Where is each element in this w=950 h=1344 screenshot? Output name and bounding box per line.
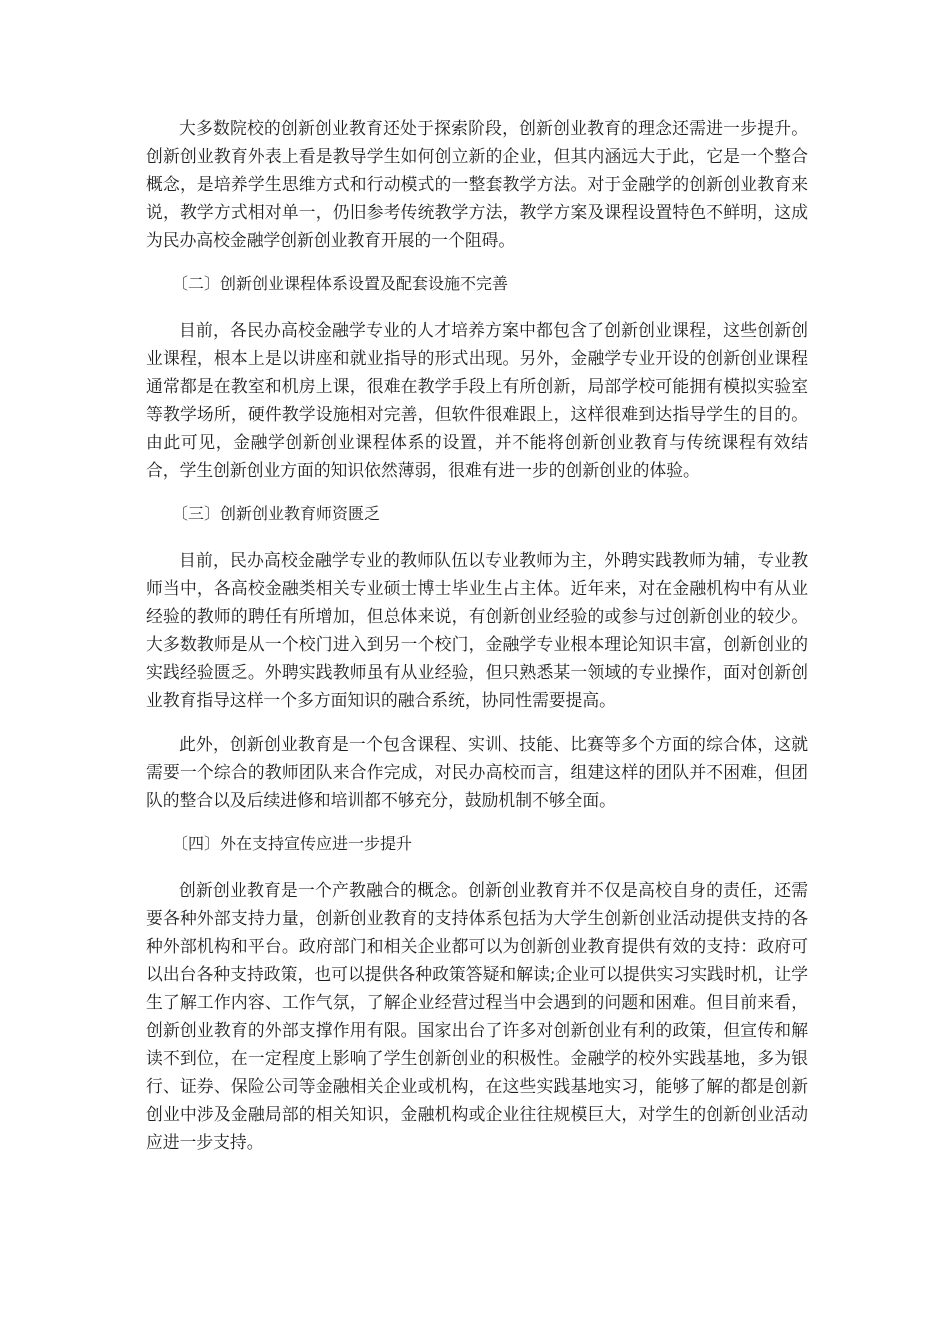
paragraph-faculty: 目前，民办高校金融学专业的教师队伍以专业教师为主，外聘实践教师为辅，专业教师当中，各高校金融类相关专业硕士博士毕业生占主体。近年来，对在金融机构中有从业经验的教师的聘任有所增加，但总体来说，有创新创业经验的或参与过创新创业的较少。大多数教师是从一个校门进入到另一个校门，金融学专业根本理论知识丰富，创新创业的实践经验匮乏。外聘实践教师虽有从业经验，但只熟悉某一领域的专业操作，面对创新创业教育指导这样一个多方面知识的融合系统，协同性需要提高。 bbox=[146, 550, 808, 710]
section-heading-curriculum: 〔二〕创新创业课程体系设置及配套设施不完善 bbox=[172, 274, 509, 293]
section-heading-external-support: 〔四〕外在支持宣传应进一步提升 bbox=[172, 834, 413, 853]
document-body bbox=[146, 114, 808, 1156]
paragraph-teaching-methods: 大多数院校的创新创业教育还处于探索阶段，创新创业教育的理念还需进一步提升。创新创业教育外表上看是教导学生如何创立新的企业，但其内涵远大于此，它是一个整合概念，是培养学生思维方式和行动模式的一整套教学方法。对于金融学的创新创业教育来说，教学方式相对单一，仍旧参考传统教学方法，教学方案及课程设置特色不鲜明，这成为民办高校金融学创新创业教育开展的一个阻碍。 bbox=[146, 118, 808, 250]
section-heading-faculty: 〔三〕创新创业教育师资匮乏 bbox=[172, 504, 381, 523]
paragraph-curriculum: 目前，各民办高校金融学专业的人才培养方案中都包含了创新创业课程，这些创新创业课程，根本上是以讲座和就业指导的形式出现。另外，金融学专业开设的创新创业课程通常都是在教室和机房上课，很难在教学手段上有所创新，局部学校可能拥有模拟实验室等教学场所，硬件教学设施相对完善，但软件很难跟上，这样很难到达指导学生的目的。由此可见，金融学创新创业课程体系的设置，并不能将创新创业教育与传统课程有效结合，学生创新创业方面的知识依然薄弱，很难有进一步的创新创业的体验。 bbox=[146, 320, 808, 480]
paragraph-external-support: 创新创业教育是一个产教融合的概念。创新创业教育并不仅是高校自身的责任，还需要各种外部支持力量，创新创业教育的支持体系包括为大学生创新创业活动提供支持的各种外部机构和平台。政府部门和相关企业都可以为创新创业教育提供有效的支持：政府可以出台各种支持政策，也可以提供各种政策答疑和解读;企业可以提供实习实践时机，让学生了解工作内容、工作气氛，了解企业经营过程当中会遇到的问题和困难。但目前来看，创新创业教育的外部支撑作用有限。国家出台了许多对创新创业有利的政策，但宣传和解读不到位，在一定程度上影响了学生创新创业的积极性。金融学的校外实践基地，多为银行、证券、保险公司等金融相关企业或机构，在这些实践基地实习，能够了解的都是创新创业中涉及金融局部的相关知识，金融机构或企业往往规模巨大，对学生的创新创业活动应进一步支持。 bbox=[146, 880, 808, 1152]
paragraph-team: 此外，创新创业教育是一个包含课程、实训、技能、比赛等多个方面的综合体，这就需要一个综合的教师团队来合作完成，对民办高校而言，组建这样的团队并不困难，但团队的整合以及后续进修和培训都不够充分，鼓励机制不够全面。 bbox=[146, 734, 808, 810]
